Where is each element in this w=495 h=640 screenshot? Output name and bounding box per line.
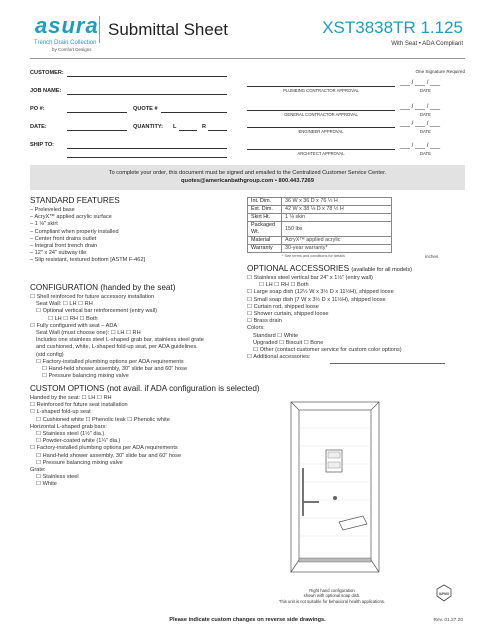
- list-item[interactable]: ☐ Factory-installed plumbing options per ADA requirements: [30, 445, 178, 452]
- list-item: – Slip resistant, textured bottom [ASTM F-462]: [30, 257, 146, 264]
- spec-value: 36 W x 36 D x 76 ½ H: [282, 198, 392, 206]
- list-item: – Integral front trench drain: [30, 243, 98, 250]
- configuration-heading: CONFIGURATION (handed by the seat): [30, 283, 176, 292]
- list-item: – 1 ⅛" skirt: [30, 221, 58, 228]
- list-item[interactable]: ☐ Stainless steel (1½" dia.): [36, 431, 105, 438]
- quantity-label: QUANTITY:: [133, 124, 164, 130]
- engineer-date-label: DATE: [420, 129, 431, 134]
- specs-units: inches: [425, 254, 439, 259]
- brand-subtitle: Trench Drain Collection: [34, 40, 97, 46]
- banner-contact[interactable]: quotes@americanbathgroup.com • 800.443.7269: [180, 178, 314, 184]
- list-item[interactable]: ☐ Stainless steel vertical bar 24" x 1½" (entry wall): [247, 275, 373, 281]
- list-item[interactable]: ☐ Small soap dish (7 W x 3½ D x 11½H), shipped loose: [247, 296, 386, 303]
- certification-badge-icon: [435, 584, 453, 602]
- custom-options-heading: CUSTOM OPTIONS (not avail. if ADA configuration is selected): [30, 384, 260, 393]
- table-row: [248, 214, 392, 222]
- list-item[interactable]: ☐ Powder-coated white (1¼" dia.): [36, 438, 121, 445]
- model-number: XST3838TR 1.125: [322, 18, 463, 37]
- specs-footnote: * See terms and conditions for details: [282, 254, 345, 258]
- engineer-approval-line[interactable]: [247, 127, 395, 128]
- general-approval-label: GENERAL CONTRACTOR APPROVAL: [284, 112, 358, 117]
- date-slashes: ___ / ___ / ___: [400, 121, 441, 127]
- header-divider: [99, 16, 100, 43]
- list-item: – Preleveled base: [30, 207, 75, 213]
- illustration-caption: [262, 588, 402, 604]
- list-item: – 12" x 24" subway tile: [30, 250, 87, 257]
- architect-approval-label: ARCHITECT APPROVAL: [297, 151, 345, 156]
- ship-to-label: SHIP TO:: [30, 142, 55, 148]
- additional-accessories-field[interactable]: [330, 363, 445, 364]
- list-item: – Center front drains outlet: [30, 235, 97, 242]
- list-item[interactable]: ☐ L-shaped fold-up seat: [30, 409, 91, 416]
- list-item[interactable]: ☐ Pressure balancing mixing valve: [42, 373, 129, 380]
- po-field[interactable]: [67, 112, 127, 113]
- list-item[interactable]: ☐ Curtain rod, shipped loose: [247, 303, 319, 310]
- plumbing-approval-label: PLUMBING CONTRACTOR APPROVAL: [283, 88, 359, 93]
- ship-to-field-1[interactable]: [67, 148, 227, 149]
- spec-label: Skirt Ht.: [248, 214, 282, 222]
- standard-features-list: [30, 207, 240, 265]
- caption-line: shown with optional soap dish.: [303, 593, 361, 599]
- ship-to-field-2[interactable]: [67, 157, 227, 158]
- list-item[interactable]: ☐ Hand-held shower assembly, 30" slide bar and 60" hose: [36, 452, 182, 459]
- brand-byline: by Comfort Designs: [52, 47, 92, 52]
- plumbing-date-label: DATE: [420, 88, 431, 93]
- list-item[interactable]: Handed by the seat: ☐ LH ☐ RH: [30, 395, 112, 401]
- list-item[interactable]: ☐ White: [36, 481, 57, 488]
- spec-label: Packaged Wt.: [248, 222, 282, 237]
- list-item[interactable]: ☐ Other (contact customer service for custom color options): [253, 347, 402, 354]
- spec-value: AcryX™ applied acrylic: [282, 237, 392, 245]
- general-date-label: DATE: [420, 112, 431, 117]
- custom-options-list: [30, 395, 250, 489]
- table-row: [248, 206, 392, 214]
- spec-value: 150 lbs: [282, 222, 392, 237]
- valve-icon: [333, 496, 337, 500]
- date-slashes: ___ / ___ / ___: [400, 80, 441, 86]
- po-label: PO #:: [30, 106, 45, 112]
- spec-value: 30-year warranty*: [282, 245, 392, 253]
- customer-field[interactable]: [67, 76, 227, 77]
- list-item[interactable]: ☐ Reinforced for future seat installation: [30, 402, 128, 409]
- list-item[interactable]: Seat Wall: ☐ LH ☐ RH: [36, 301, 93, 308]
- date-slashes: ___ / ___ / ___: [400, 143, 441, 149]
- spec-value: 1 ⅛ skin: [282, 214, 392, 222]
- date-label: DATE:: [30, 124, 47, 130]
- one-signature-note: One Signature Required: [415, 69, 465, 74]
- quantity-r-field[interactable]: [208, 130, 227, 131]
- shower-inner-wall: [299, 410, 371, 560]
- engineer-approval-label: ENGINEER APPROVAL: [298, 129, 344, 134]
- optional-heading-note: (available for all models): [351, 267, 412, 273]
- brand-logo: asura: [35, 13, 99, 38]
- footer-note: Please indicate custom changes on reverse side drawings.: [169, 617, 326, 623]
- list-item: Horizontal L-shaped grab bars:: [30, 423, 107, 430]
- date-field[interactable]: [67, 130, 127, 131]
- list-item[interactable]: ☐ Additional accessories:: [247, 354, 311, 361]
- revision-label: Rev. 01.27.20: [433, 618, 463, 623]
- list-item[interactable]: ☐ Stainless steel: [36, 474, 79, 481]
- caption-line: Right hand configuration: [309, 588, 355, 593]
- list-item[interactable]: ☐ Hand-held shower assembly, 30" slide bar and 60" hose: [42, 366, 188, 373]
- list-item[interactable]: ☐ Shower curtain, shipped loose: [247, 311, 329, 318]
- list-item[interactable]: ☐ LH ☐ RH ☐ Both: [259, 282, 309, 289]
- quantity-r-label: R: [202, 124, 207, 130]
- table-row: [248, 237, 392, 245]
- configuration-list: [30, 294, 245, 380]
- list-item: – AcryX™ applied acrylic surface: [30, 214, 112, 221]
- optional-accessories-heading: [247, 264, 412, 273]
- quote-field[interactable]: [161, 112, 227, 113]
- optional-accessories-list: [247, 275, 467, 361]
- list-item[interactable]: Seat Wall (must choose one): ☐ LH ☐ RH: [36, 330, 141, 337]
- customer-label: CUSTOMER:: [30, 70, 64, 76]
- date-slashes: ___ / ___ / ___: [400, 104, 441, 110]
- plumbing-approval-line[interactable]: [247, 86, 395, 87]
- general-approval-line[interactable]: [247, 110, 395, 111]
- list-item[interactable]: ☐ Large soap dish (12½ W x 3½ D x 11½H), shipped loose: [247, 289, 394, 296]
- list-item[interactable]: ☐ Shell reinforced for future accessory installation: [30, 294, 155, 300]
- specs-table: [247, 197, 392, 253]
- list-item[interactable]: ☐ Pressure balancing mixing valve: [36, 459, 123, 466]
- list-item: Colors:: [247, 325, 265, 332]
- architect-approval-line[interactable]: [247, 149, 395, 150]
- quantity-l-label: L: [173, 124, 177, 130]
- spec-label: Int. Dim.: [248, 198, 282, 206]
- compliance-note: With Seat • ADA Compliant: [391, 41, 463, 47]
- table-row: [248, 222, 392, 237]
- list-item: – Compliant when properly installed: [30, 228, 119, 235]
- optional-heading-text: OPTIONAL ACCESSORIES: [247, 264, 350, 273]
- list-item: (std config): [36, 351, 64, 358]
- list-item[interactable]: ☐ LH ☐ RH ☐ Both: [48, 315, 98, 322]
- shower-illustration: [289, 398, 381, 584]
- quote-label: QUOTE #: [133, 106, 158, 112]
- trench-drain: [299, 558, 371, 562]
- list-item[interactable]: ☐ Factory-installed plumbing options per ADA requirements: [36, 358, 184, 365]
- spec-value: 42 W x 38 ⅛ D x 78 ½ H: [282, 206, 392, 214]
- header-rule: [30, 58, 465, 59]
- list-item[interactable]: Upgraded ☐ Biscuit ☐ Bone: [253, 339, 324, 346]
- list-item[interactable]: ☐ Fully configured with seat – ADA: [30, 322, 118, 329]
- list-item[interactable]: ☐ Optional vertical bar reinforcement (entry wall): [36, 308, 157, 315]
- spec-label: Material: [248, 237, 282, 245]
- list-item: Includes one stainless steel L-shaped grab bar, stainless steel grate: [36, 337, 204, 344]
- architect-date-label: DATE: [420, 151, 431, 156]
- quantity-l-field[interactable]: [179, 130, 197, 131]
- list-item: Grate:: [30, 467, 46, 474]
- spec-label: Ext. Dim.: [248, 206, 282, 214]
- page-title: Submittal Sheet: [108, 20, 229, 39]
- standard-features-heading: STANDARD FEATURES: [30, 196, 120, 205]
- job-name-field[interactable]: [67, 94, 227, 95]
- table-row: [248, 245, 392, 253]
- order-instructions-banner: [30, 165, 465, 190]
- banner-instructions: To complete your order, this document must be signed and emailed to the Centralized Customer Service Center.: [108, 170, 387, 176]
- list-item[interactable]: Standard ☐ White: [253, 332, 299, 339]
- spec-label: Warranty: [248, 245, 282, 253]
- caption-line: This unit is not suitable for behavioral health applications.: [278, 598, 386, 604]
- list-item: and cushioned, white, L-shaped fold-up seat, per ADA guidelines.: [36, 344, 198, 351]
- cert-text: IAPMO: [438, 592, 450, 596]
- list-item[interactable]: ☐ Brass drain: [247, 318, 282, 325]
- job-name-label: JOB NAME:: [30, 88, 62, 94]
- list-item[interactable]: ☐ Cushioned white ☐ Phenolic teak ☐ Phenolic white: [36, 416, 170, 423]
- table-row: [248, 198, 392, 206]
- shower-frame: [291, 402, 379, 572]
